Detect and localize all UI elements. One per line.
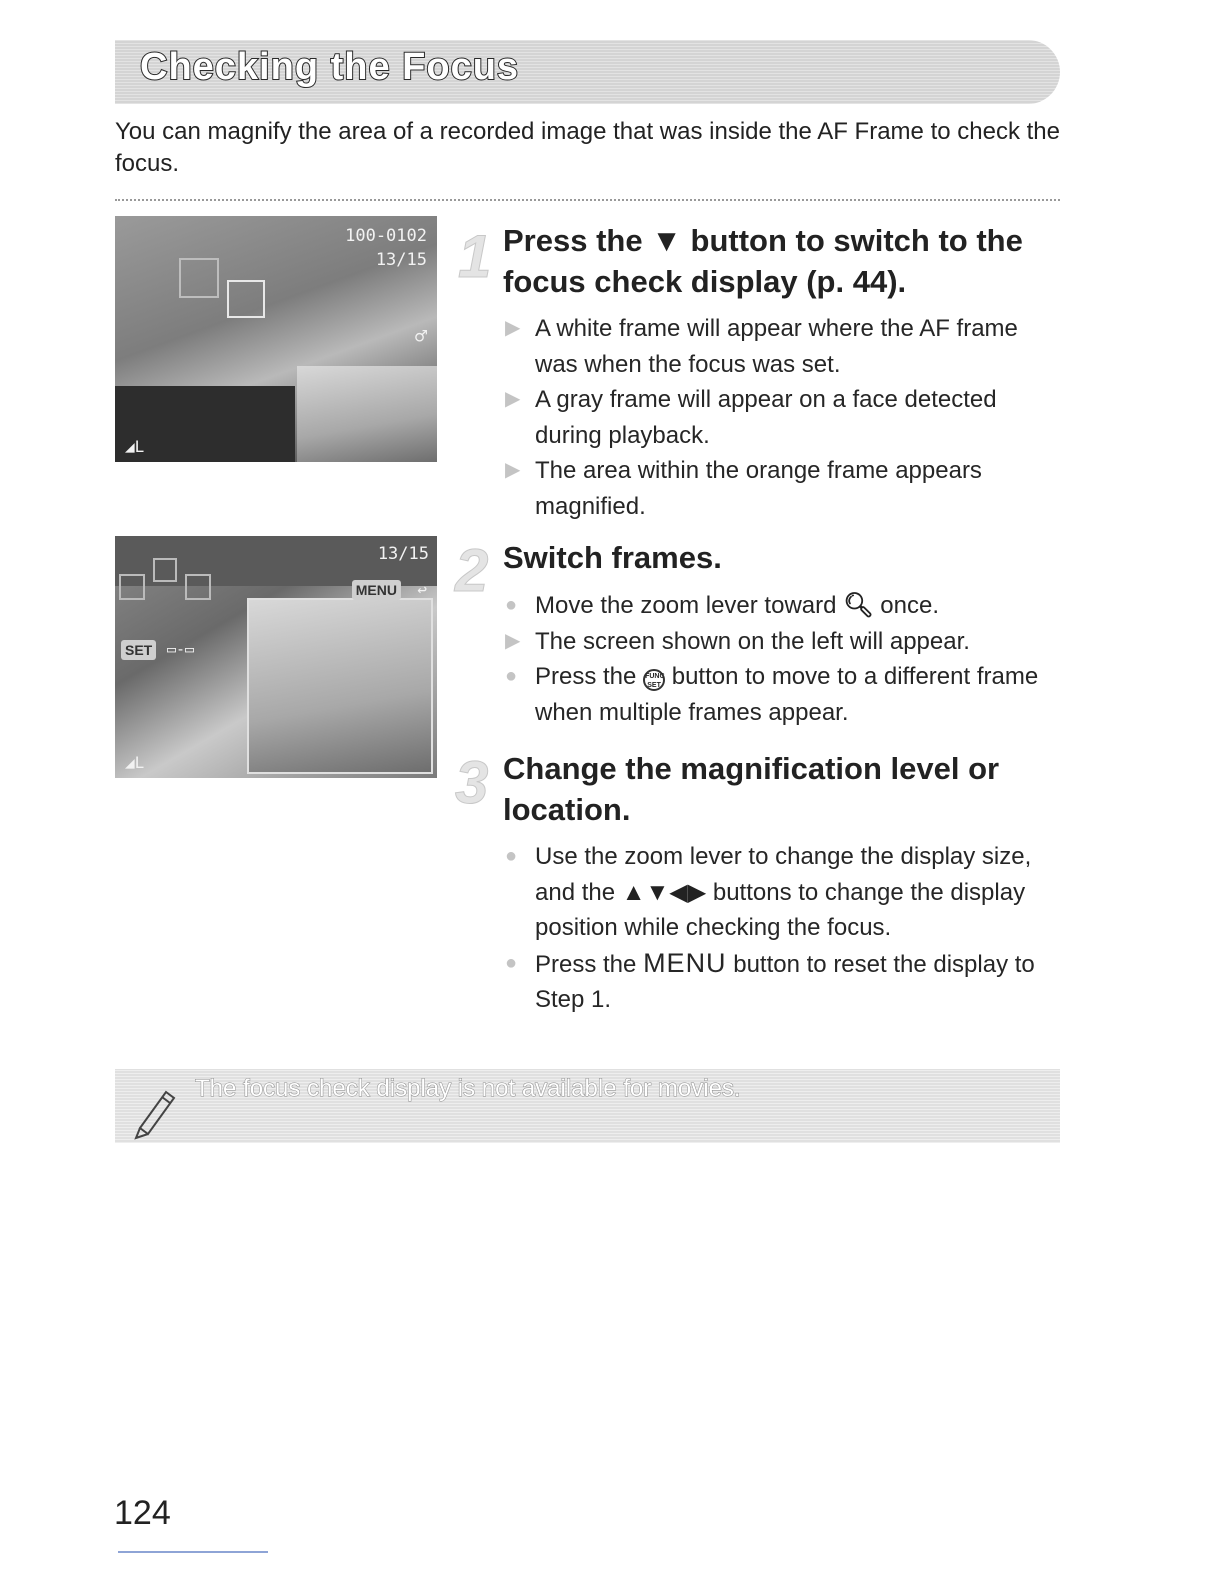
circle-bullet-icon: ●	[505, 594, 518, 616]
circle-bullet-icon: ●	[505, 951, 518, 974]
bullet-text: The screen shown on the left will appear.	[535, 627, 970, 655]
face-frame	[179, 258, 219, 298]
list-item	[505, 839, 1065, 946]
bullet-text: Press the	[535, 663, 637, 690]
image-size-icon: ◢L	[125, 753, 145, 772]
step-3-heading: Change the magnification level or location.	[503, 751, 1000, 827]
bullet-text: button to reset the display to Step 1.	[535, 950, 1035, 1013]
step-1-heading-post: button to switch to the focus check display (p. 44).	[503, 223, 1023, 299]
frame-mini-2	[153, 558, 177, 582]
list-item	[505, 453, 1065, 524]
set-label: SET	[647, 682, 661, 689]
triangle-bullet-icon: ▶	[505, 629, 521, 652]
circle-bullet-icon: ●	[505, 845, 518, 867]
bullet-text: once.	[880, 592, 939, 619]
bullet-text: Use the zoom lever to change the display size, and the	[535, 843, 1032, 906]
frame-switch-icon: ▭-▭	[167, 640, 195, 658]
section-divider	[115, 199, 1060, 201]
func-label: FUNC	[645, 673, 665, 680]
step-3-bullets	[505, 839, 1065, 1018]
bullet-text: Move the zoom lever toward	[535, 592, 837, 619]
bullet-text: A gray frame will appear on a face detected during playback.	[535, 386, 997, 449]
list-item	[505, 311, 1065, 382]
step-number-3: 3	[455, 749, 489, 816]
set-chip: SET	[121, 640, 156, 660]
bullet-text: The area within the orange frame appears magnified.	[535, 457, 982, 520]
page-number: 124	[114, 1494, 171, 1532]
bullet-text: A white frame will appear where the AF frame was when the focus was set.	[535, 315, 1018, 378]
step-1-heading	[503, 220, 1063, 302]
up-down-left-right-icon: ▲▼◀▶	[621, 878, 707, 906]
magnifier-icon: 🔍︎	[843, 592, 874, 619]
file-number: 100-0102	[345, 226, 427, 246]
bullet-text: button to move to a different frame when multiple frames appear.	[535, 663, 1039, 726]
magnified-face	[247, 598, 433, 774]
list-item	[505, 659, 1065, 730]
pencil-icon	[128, 1082, 180, 1140]
step-number-1: 1	[458, 223, 492, 290]
step-1-heading-pre: Press the	[503, 223, 643, 258]
camera-screen-1	[115, 216, 437, 462]
return-icon: ↩	[417, 580, 427, 599]
menu-button-label: MENU	[643, 947, 727, 978]
af-frame	[227, 280, 265, 318]
page-title: Checking the Focus	[140, 46, 520, 88]
list-item	[505, 946, 1065, 1018]
intro-text: You can magnify the area of a recorded image that was inside the AF Frame to check the focus.	[115, 118, 1060, 177]
camera-screen-2	[115, 536, 437, 778]
triangle-bullet-icon: ▶	[505, 388, 521, 410]
frame-mini-1	[119, 574, 145, 600]
step-1-bullets	[505, 311, 1065, 524]
image-count: 13/15	[377, 544, 429, 564]
frame-mini-3	[185, 574, 211, 600]
circle-bullet-icon: ●	[505, 665, 518, 687]
protect-icon: ♂	[414, 324, 427, 348]
func-set-button-icon	[643, 669, 665, 691]
list-item	[505, 624, 1065, 660]
bullet-text: buttons to change the display position while checking the focus.	[535, 878, 1026, 941]
page-number-rule	[118, 1551, 268, 1553]
triangle-bullet-icon: ▶	[505, 317, 521, 339]
menu-chip: MENU	[352, 580, 401, 600]
down-arrow-icon: ▼	[651, 223, 682, 258]
list-item	[505, 382, 1065, 453]
step-2-heading: Switch frames.	[503, 540, 722, 575]
step-2-bullets	[505, 588, 1065, 730]
triangle-bullet-icon: ▶	[505, 459, 521, 481]
bullet-text: Press the	[535, 950, 637, 978]
image-count: 13/15	[375, 250, 427, 270]
note-text: The focus check display is not available for movies.	[195, 1075, 741, 1102]
list-item	[505, 588, 1065, 624]
image-size-icon: ◢L	[125, 437, 145, 456]
step-number-2: 2	[455, 537, 489, 604]
magnified-region	[297, 366, 437, 462]
